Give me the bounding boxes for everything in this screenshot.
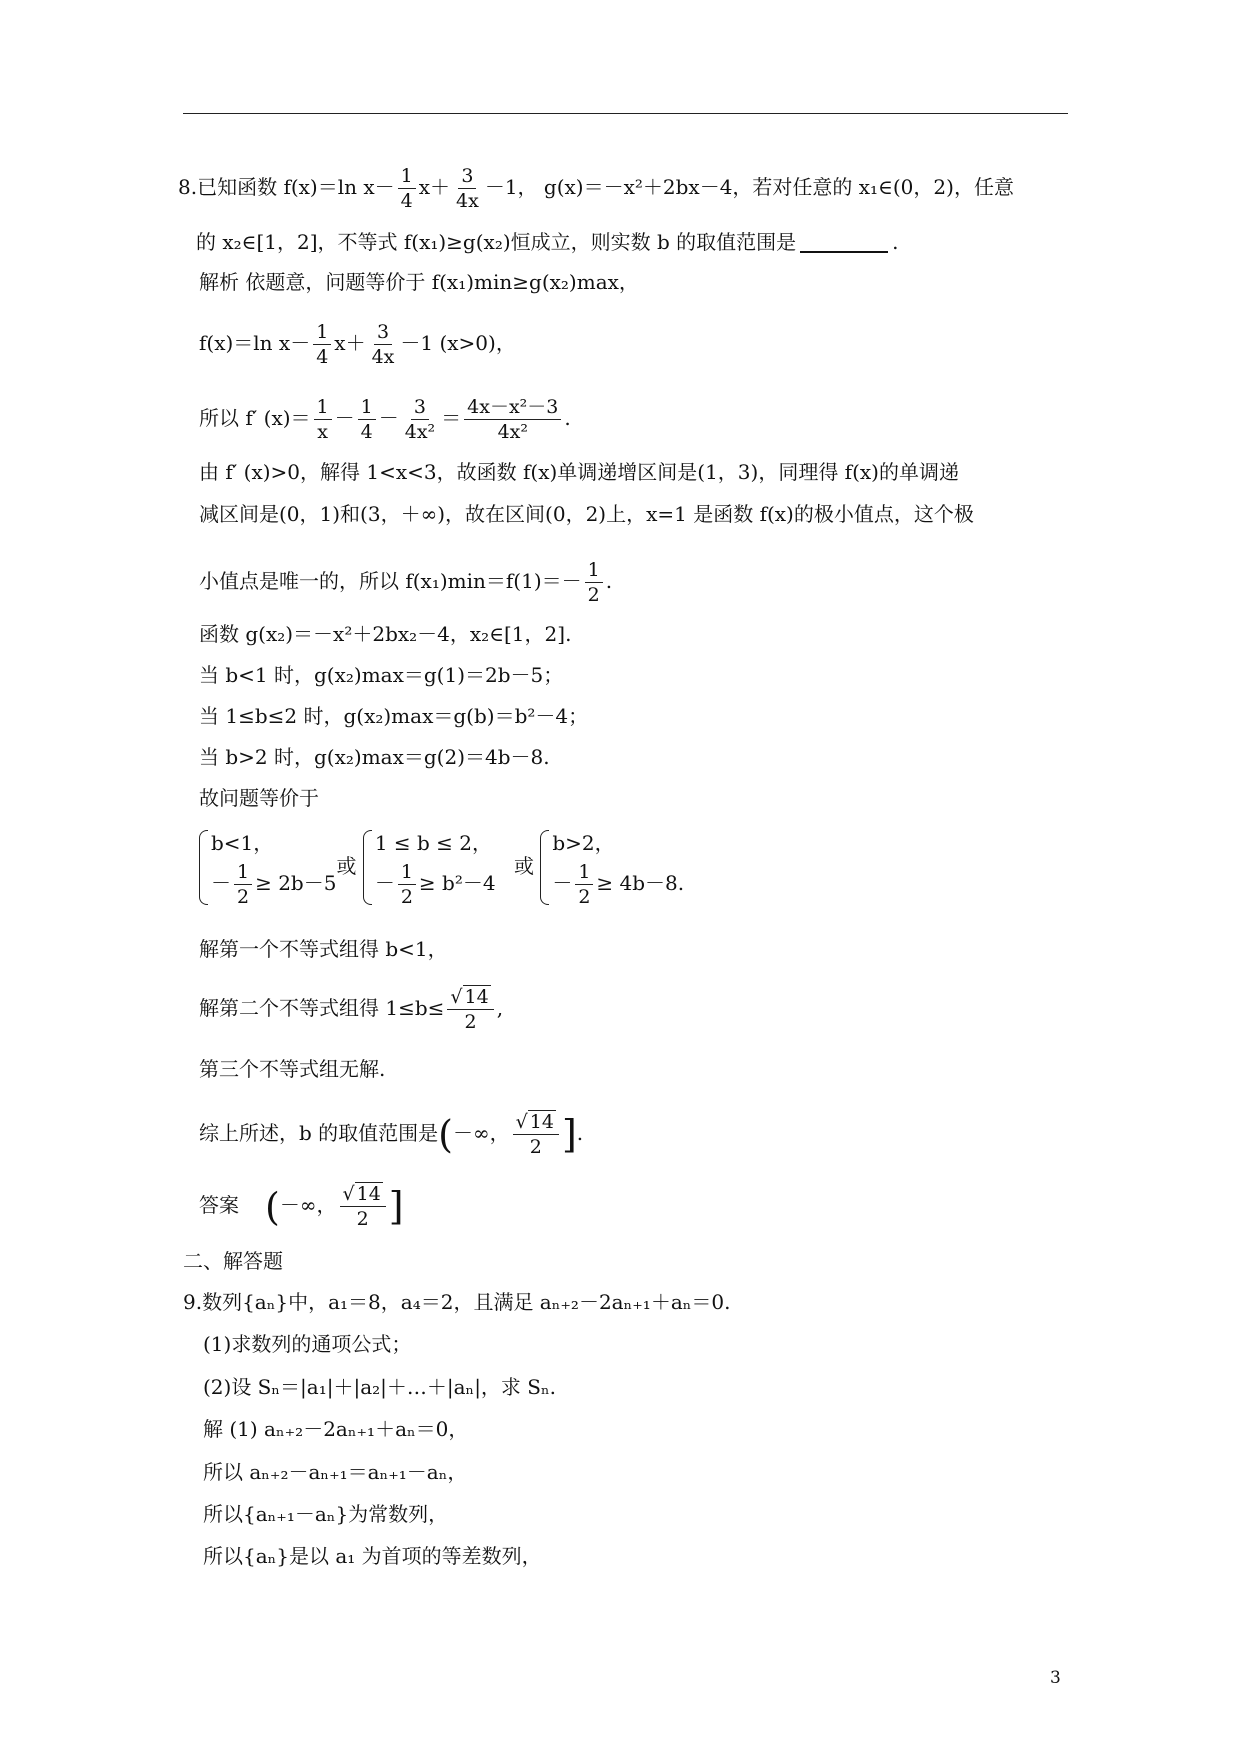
q9-solution-3: 所以{aₙ₊₁－aₙ}为常数列， bbox=[203, 1502, 449, 1526]
q9-statement: 9.数列{aₙ}中，a₁＝8，a₄＝2，且满足 aₙ₊₂－2aₙ₊₁＋aₙ＝0. bbox=[183, 1290, 731, 1314]
fraction: $\frac{√ 14}{2}$ bbox=[340, 1182, 386, 1231]
sol8-answer: 答案 (－∞， $\frac{√ 14}{2}$ ] bbox=[199, 1183, 404, 1230]
sol8-decreasing: 减区间是(0，1)和(3，＋∞)，故在区间(0，2)上，x=1 是函数 f(x)的极小值点，这个极 bbox=[199, 502, 974, 526]
sol8-case1: 当 b<1 时，g(x₂)max＝g(1)＝2b－5； bbox=[199, 663, 564, 687]
header-rule bbox=[183, 113, 1068, 114]
fraction: $\frac{\text{4x－x²－3}}{\text{4x²}}$ bbox=[464, 395, 561, 444]
inequality-system-3: b>2， － $\frac{1}{2}$ ≥ 4b－8. bbox=[540, 826, 684, 909]
q9-part1: (1)求数列的通项公式； bbox=[203, 1332, 412, 1356]
fraction: $\frac{1}{4}$ bbox=[398, 164, 416, 213]
sol8-summary: 综上所述，b 的取值范围是(－∞， $\frac{√ 14}{2}$ ]. bbox=[199, 1111, 584, 1158]
fraction: $\frac{1}{4}$ bbox=[313, 320, 331, 369]
fraction: $\frac{√ 14}{2}$ bbox=[513, 1110, 559, 1159]
answer-label: 答案 bbox=[199, 1193, 239, 1217]
sol8-solve1: 解第一个不等式组得 b<1， bbox=[199, 937, 448, 961]
sol8-case3: 当 b>2 时，g(x₂)max＝g(2)＝4b－8. bbox=[199, 745, 550, 769]
fraction: $\frac{1}{2}$ bbox=[575, 860, 593, 909]
sol8-case2: 当 1≤b≤2 时，g(x₂)max＝g(b)＝b²－4； bbox=[199, 704, 589, 728]
fraction: $\frac{√ 14}{2}$ bbox=[447, 985, 493, 1034]
sqrt-symbol: √ bbox=[515, 1111, 528, 1133]
inequality-system-1: b<1， － $\frac{1}{2}$ ≥ 2b－5 bbox=[199, 826, 336, 909]
sol8-solve2: 解第二个不等式组得 1≤b≤ $\frac{√ 14}{2}$ , bbox=[199, 986, 504, 1033]
q8-line1: 8.已知函数 f(x)＝ln x－ $\frac{1}{4}$ x＋ $\frac{3}{4x}$ －1， g(x)＝－x²＋2bx－4，若对任意的 x₁∈(0，2)，任意 bbox=[178, 165, 1014, 212]
or-label: 或 bbox=[336, 854, 357, 878]
q9-part2: (2)设 Sₙ＝|a₁|＋|a₂|＋…＋|aₙ|，求 Sₙ. bbox=[203, 1375, 556, 1399]
answer-blank bbox=[800, 251, 888, 253]
inequality-system-2: 1 ≤ b ≤ 2， － $\frac{1}{2}$ ≥ b²－4 bbox=[363, 826, 496, 909]
or-label: 或 bbox=[513, 854, 534, 878]
inequality-systems bbox=[199, 826, 684, 909]
sol8-derivative: 所以 f′ (x)＝ $\frac{1}{x}$ － $\frac{1}{4}$ － $\frac{3}{\text{4x²}}$ ＝ $\frac{\text{4x－x²－3}}{\text{4x²}}$ . bbox=[199, 396, 571, 443]
fraction: $\frac{3}{\text{4x²}}$ bbox=[404, 396, 436, 443]
q8-line2: 的 x₂∈[1，2]，不等式 f(x₁)≥g(x₂)恒成立，则实数 b 的取值范围是 . bbox=[196, 230, 899, 254]
fraction: $\frac{1}{2}$ bbox=[234, 860, 252, 909]
section-heading: 二、解答题 bbox=[183, 1249, 283, 1273]
sqrt-symbol: √ bbox=[450, 986, 463, 1008]
fraction: $\frac{1}{2}$ bbox=[585, 558, 603, 607]
sqrt-symbol: √ bbox=[342, 1183, 355, 1205]
q9-solution-2: 所以 aₙ₊₂－aₙ₊₁＝aₙ₊₁－aₙ， bbox=[203, 1460, 468, 1484]
sol8-analysis: 解析 依题意，问题等价于 f(x₁)min≥g(x₂)max， bbox=[199, 270, 639, 294]
q9-solution-4: 所以{aₙ}是以 a₁ 为首项的等差数列， bbox=[203, 1544, 542, 1568]
sol8-increasing: 由 f′ (x)>0，解得 1<x<3，故函数 f(x)单调递增区间是(1，3)，同理得 f(x)的单调递 bbox=[199, 460, 959, 484]
sol8-minimum: 小值点是唯一的，所以 f(x₁)min＝f(1)＝－ $\frac{1}{2}$ . bbox=[199, 559, 613, 606]
fraction: $\frac{1}{2}$ bbox=[398, 860, 416, 909]
q9-solution-1: 解 (1) aₙ₊₂－2aₙ₊₁＋aₙ＝0， bbox=[203, 1417, 469, 1441]
fraction: $\frac{3}{4x}$ bbox=[371, 321, 395, 368]
fraction: $\frac{3}{4x}$ bbox=[456, 165, 479, 212]
sol8-equiv: 故问题等价于 bbox=[199, 786, 319, 810]
fraction: $\frac{1}{x}$ bbox=[314, 395, 332, 444]
sol8-fx: f(x)＝ln x－ $\frac{1}{4}$ x＋ $\frac{3}{4x}$ －1 (x>0)， bbox=[199, 321, 516, 368]
sol8-g-func: 函数 g(x₂)＝－x²＋2bx₂－4，x₂∈[1，2]. bbox=[199, 622, 572, 646]
sol8-solve3: 第三个不等式组无解. bbox=[199, 1057, 386, 1081]
fraction: $\frac{1}{4}$ bbox=[358, 395, 376, 444]
page-number: 3 bbox=[1050, 1668, 1061, 1688]
